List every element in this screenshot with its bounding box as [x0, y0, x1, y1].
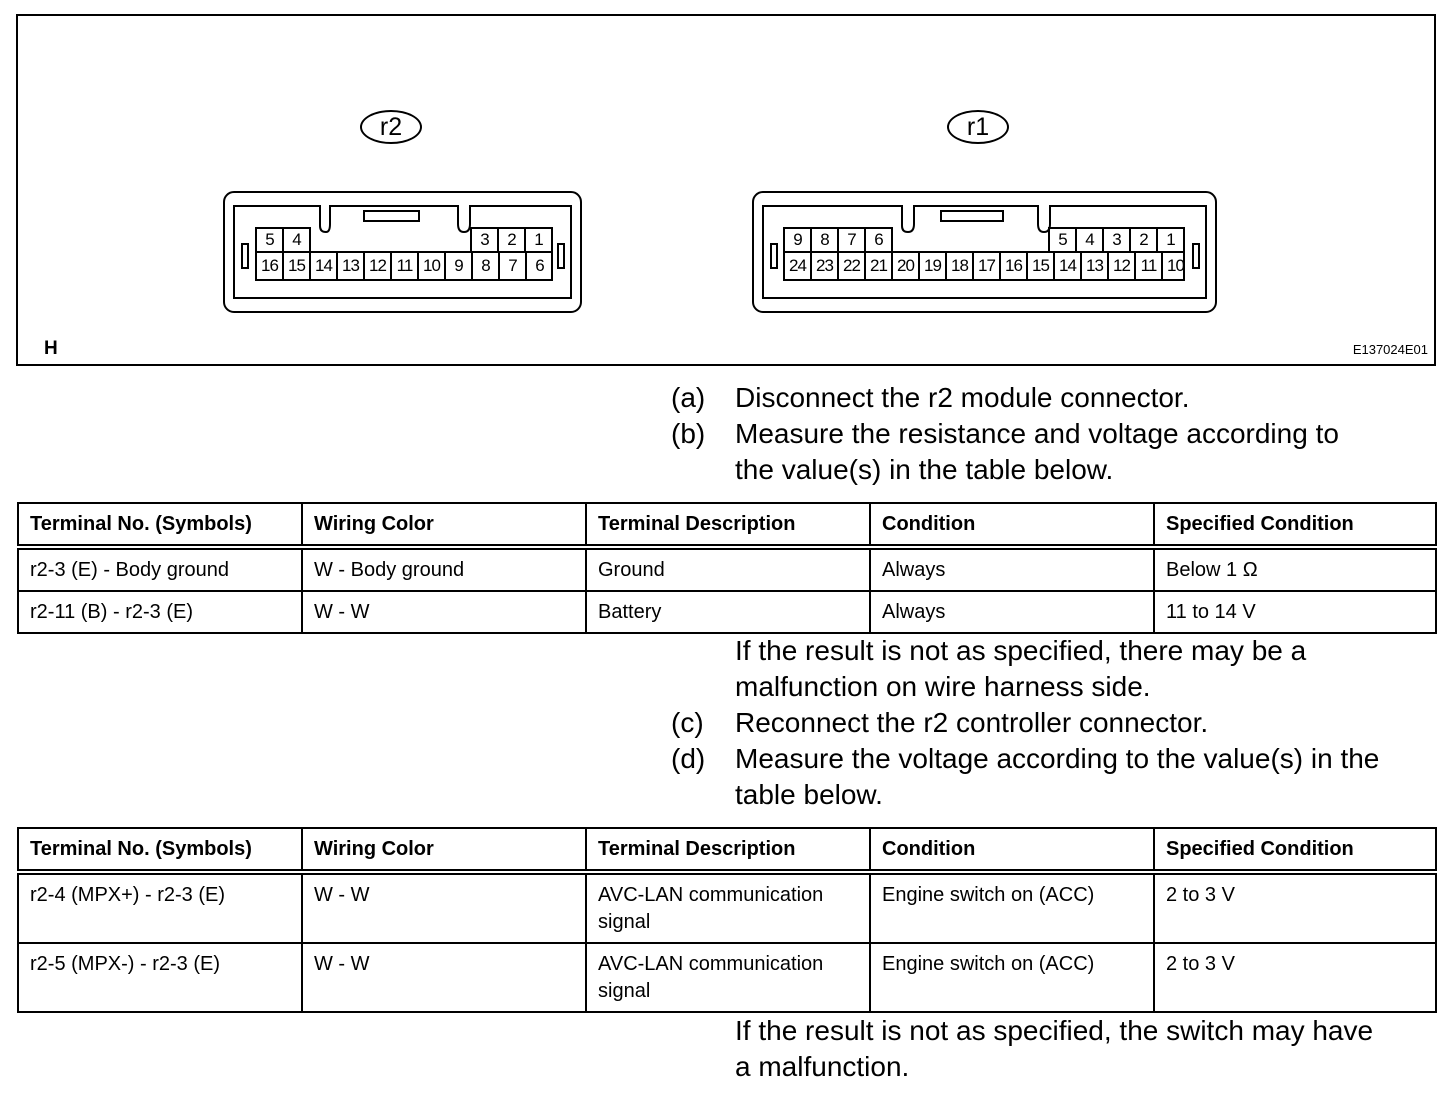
step-b-mark: (b): [671, 418, 706, 449]
r1-pin-number: 19: [924, 256, 941, 275]
step-a-mark: (a): [671, 382, 706, 413]
note-2-line2: a malfunction.: [735, 1051, 910, 1082]
r2-pin-number: 14: [315, 256, 332, 275]
r2-pin-number: 15: [288, 256, 305, 275]
cell-terminal: r2-5 (MPX-) - r2-3 (E): [18, 943, 302, 1012]
r2-pin-number: 8: [481, 256, 490, 275]
cell-terminal-description: Ground: [586, 547, 870, 591]
step-d-text-line2: table below.: [735, 779, 883, 810]
r1-pin-number: 14: [1059, 256, 1076, 275]
r2-pin-number: 1: [534, 230, 543, 249]
header-terminal-description: Terminal Description: [586, 503, 870, 547]
r1-pin-number: 15: [1032, 256, 1049, 275]
r1-connector-label: r1: [947, 110, 1009, 144]
r1-pin-number: 10: [1167, 256, 1184, 275]
cell-condition: Engine switch on (ACC): [870, 943, 1154, 1012]
r2-key-right: [558, 244, 564, 268]
step-a-text: Disconnect the r2 module connector.: [735, 382, 1190, 413]
cell-terminal: r2-3 (E) - Body ground: [18, 547, 302, 591]
figure-letter: H: [44, 338, 58, 359]
cell-terminal-description: AVC-LAN communication signal: [586, 943, 870, 1012]
r1-pin-number: 3: [1112, 230, 1121, 249]
header-wiring-color: Wiring Color: [302, 503, 586, 547]
figure-code: E137024E01: [1352, 342, 1428, 357]
cell-specified-condition: Below 1 Ω: [1154, 547, 1436, 591]
r2-pin-number: 7: [508, 256, 517, 275]
r2-pin-number: 4: [292, 230, 301, 249]
r2-pin-number: 5: [265, 230, 274, 249]
cell-terminal: r2-11 (B) - r2-3 (E): [18, 591, 302, 633]
r2-pin-number: 11: [396, 256, 413, 275]
table-header-row: [18, 503, 1436, 547]
r1-pin-number: 17: [978, 256, 995, 275]
r2-connector-label: r2: [360, 110, 422, 144]
header-terminal: Terminal No. (Symbols): [18, 503, 302, 547]
header-condition: Condition: [870, 828, 1154, 872]
header-wiring-color: Wiring Color: [302, 828, 586, 872]
r2-pin-number: 9: [454, 256, 463, 275]
cell-condition: Engine switch on (ACC): [870, 872, 1154, 943]
header-condition: Condition: [870, 503, 1154, 547]
cell-wiring-color: W - W: [302, 591, 586, 633]
r1-pin-number: 4: [1085, 230, 1094, 249]
connector-figure: [16, 14, 1436, 366]
cell-condition: Always: [870, 547, 1154, 591]
table-row: [18, 591, 1436, 633]
r1-pin-number: 12: [1113, 256, 1130, 275]
r1-latch: [941, 211, 1003, 221]
table-row: [18, 872, 1436, 943]
r2-latch: [364, 211, 419, 221]
cell-terminal-description: Battery: [586, 591, 870, 633]
connector-drawing: [18, 16, 1438, 368]
step-c-mark: (c): [671, 707, 704, 738]
r1-key-left: [771, 244, 777, 268]
header-specified-condition: Specified Condition: [1154, 828, 1436, 872]
r1-pin-number: 9: [793, 230, 802, 249]
r1-pin-number: 8: [820, 230, 829, 249]
table-row: [18, 547, 1436, 591]
spec-table-1: [17, 502, 1437, 634]
r1-pin-number: 22: [843, 256, 860, 275]
spec-table-2: [17, 827, 1437, 1013]
r1-pin-number: 13: [1086, 256, 1103, 275]
note-2-line1: If the result is not as specified, the switch may have: [735, 1015, 1374, 1046]
cell-specified-condition: 11 to 14 V: [1154, 591, 1436, 633]
r1-pin-number: 6: [874, 230, 883, 249]
r1-pin-number: 24: [789, 256, 806, 275]
r1-pin-number: 1: [1166, 230, 1175, 249]
cell-terminal: r2-4 (MPX+) - r2-3 (E): [18, 872, 302, 943]
r2-pin-number: 10: [423, 256, 440, 275]
r2-key-left: [242, 244, 248, 268]
r2-pin-number: 16: [261, 256, 278, 275]
r1-pin-number: 7: [847, 230, 856, 249]
step-b-text-line1: Measure the resistance and voltage according to: [735, 418, 1339, 449]
note-1-line2: malfunction on wire harness side.: [735, 671, 1151, 702]
note-1-line1: If the result is not as specified, there may be a: [735, 635, 1307, 666]
r2-pin-number: 3: [480, 230, 489, 249]
r1-pin-number: 2: [1139, 230, 1148, 249]
r2-pin-number: 12: [369, 256, 386, 275]
r1-pin-number: 23: [816, 256, 833, 275]
r2-pin-number: 2: [507, 230, 516, 249]
cell-specified-condition: 2 to 3 V: [1154, 872, 1436, 943]
step-c-text: Reconnect the r2 controller connector.: [735, 707, 1209, 738]
r2-pin-number: 13: [342, 256, 359, 275]
r1-key-right: [1193, 244, 1199, 268]
cell-specified-condition: 2 to 3 V: [1154, 943, 1436, 1012]
r1-pin-number: 20: [897, 256, 914, 275]
cell-condition: Always: [870, 591, 1154, 633]
header-terminal-description: Terminal Description: [586, 828, 870, 872]
step-d-mark: (d): [671, 743, 706, 774]
table-header-row: [18, 828, 1436, 872]
cell-wiring-color: W - W: [302, 943, 586, 1012]
r2-pin-number: 6: [535, 256, 544, 275]
step-b-text-line2: the value(s) in the table below.: [735, 454, 1114, 485]
r1-pin-number: 16: [1005, 256, 1022, 275]
r1-pin-number: 21: [870, 256, 887, 275]
cell-terminal-description: AVC-LAN communication signal: [586, 872, 870, 943]
r1-pin-number: 18: [951, 256, 968, 275]
header-specified-condition: Specified Condition: [1154, 503, 1436, 547]
cell-wiring-color: W - W: [302, 872, 586, 943]
r1-pin-number: 11: [1140, 256, 1157, 275]
cell-wiring-color: W - Body ground: [302, 547, 586, 591]
table-row: [18, 943, 1436, 1012]
step-d-text-line1: Measure the voltage according to the value(s) in the: [735, 743, 1380, 774]
r1-pin-number: 5: [1058, 230, 1067, 249]
header-terminal: Terminal No. (Symbols): [18, 828, 302, 872]
